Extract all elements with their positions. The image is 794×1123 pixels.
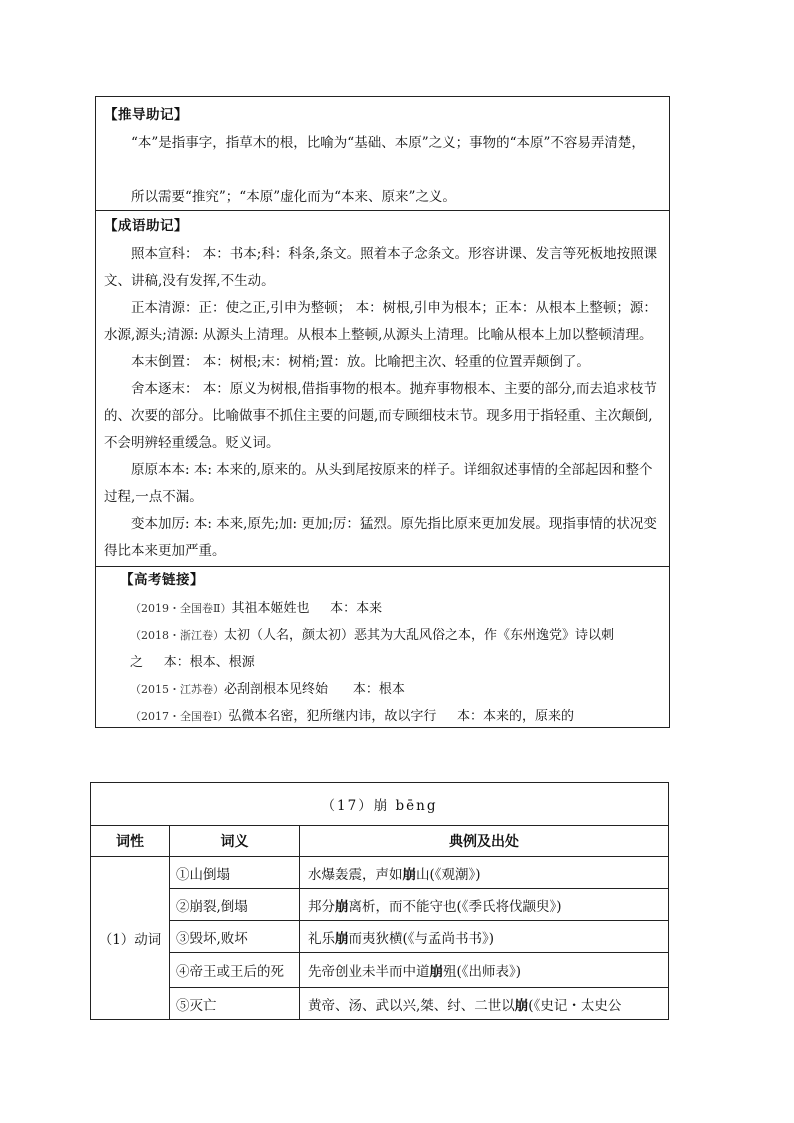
table-row <box>91 889 669 921</box>
table-row <box>91 953 669 988</box>
gaokao-item <box>130 595 690 622</box>
idiom-title: 【成语助记】 <box>104 218 188 234</box>
meaning-cell: ②崩裂,倒塌 <box>170 889 300 921</box>
meaning-cell: ⑤灭亡 <box>170 988 300 1020</box>
header-example: 典例及出处 <box>300 826 669 857</box>
gaokao-source: （2017・全国卷Ⅰ） <box>130 710 229 723</box>
idiom-item: 舍本逐末： 本：原义为树根,借指事物的根本。抛弃事物根本、主要的部分,而去追求枝节的、次要的部分。比喻做事不抓住主要的问题,而专顾细枝末节。现多用于指轻重、主次颠倒,不会明辨轻重缓急。贬义词。 <box>104 381 657 451</box>
gaokao-answer: 本：本来 <box>330 601 383 616</box>
table-row <box>91 921 669 953</box>
example-cell: 黄帝、汤、武以兴,桀、纣、二世以崩(《史记・太史公 <box>300 988 669 1020</box>
deduction-section <box>96 97 669 210</box>
gaokao-item <box>130 676 690 703</box>
study-notes-box <box>95 96 670 728</box>
table-row <box>91 857 669 889</box>
idiom-section <box>96 210 669 567</box>
part-of-speech: （1）动词 <box>91 857 170 1020</box>
gaokao-sentence: 太初（人名，颜太初）恶其为大乱风俗之本，作《东州逸党》诗以刺之 <box>130 628 615 670</box>
idiom-item: 原原本本: 本: 本来的,原来的。从头到尾按原来的样子。详细叙述事情的全部起因和整个过程,一点不漏。 <box>104 462 653 505</box>
idiom-item: 正本清源：正：使之正,引申为整顿； 本：树根,引申为根本；正本：从根本上整顿；源：水源,源头;清源: 从源头上清理。从根本上整顿,从源头上清理。比喻从根本上加以整顿清理。 <box>104 300 657 343</box>
gaokao-source: （2019・全国卷Ⅱ） <box>130 602 232 615</box>
header-meaning: 词义 <box>170 826 300 857</box>
table-title: （17）崩 bēng <box>91 783 669 826</box>
gaokao-title: 【高考链接】 <box>120 572 204 588</box>
gaokao-item <box>130 622 665 676</box>
idiom-item: 照本宣科： 本：书本;科：科条,条文。照着本子念条文。形容讲课、发言等死板地按照课文、讲稿,没有发挥,不生动。 <box>104 246 658 289</box>
example-cell: 礼乐崩而夷狄横(《与孟尚书书》) <box>300 921 669 953</box>
gaokao-source: （2018・浙江卷） <box>130 629 224 642</box>
gaokao-answer: 本：根本 <box>352 682 405 697</box>
gaokao-source: （2015・江苏卷） <box>130 683 224 696</box>
word-meaning-table <box>90 782 669 1020</box>
meaning-cell: ④帝王或王后的死 <box>170 953 300 988</box>
idiom-item: 变本加厉: 本: 本来,原先;加: 更加;厉：猛烈。原先指比原来更加发展。现指事情的状况变得比本来更加严重。 <box>104 516 657 559</box>
gaokao-sentence: 弘微本名密，犯所继内讳，故以字行 <box>228 709 437 724</box>
gaokao-sentence: 必刮剖根本见终始 <box>224 682 329 697</box>
meaning-cell: ③毁坏,败坏 <box>170 921 300 953</box>
gaokao-sentence: 其祖本姬姓也 <box>231 601 310 616</box>
deduction-title: 【推导助记】 <box>104 107 188 123</box>
header-pos: 词性 <box>91 826 170 857</box>
example-cell: 先帝创业未半而中道崩殂(《出师表》) <box>300 953 669 988</box>
example-cell: 水爆轰震，声如崩山(《观潮》) <box>300 857 669 889</box>
idiom-item: 本末倒置： 本：树根;末：树梢;置：放。比喻把主次、轻重的位置弄颠倒了。 <box>131 354 590 370</box>
deduction-text-2: 所以需要“推究”；“本原”虚化而为“本来、原来”之义。 <box>131 189 456 205</box>
example-cell: 邦分崩离析，而不能守也(《季氏将伐颛臾》) <box>300 889 669 921</box>
deduction-text-1: “本”是指事字，指草木的根，比喻为“基础、本原”之义；事物的“本原”不容易弄清楚， <box>131 135 645 151</box>
gaokao-answer: 本：本来的，原来的 <box>457 709 575 724</box>
gaokao-section <box>96 566 669 730</box>
gaokao-answer: 本：根本、根源 <box>163 655 255 670</box>
gaokao-item <box>130 703 690 730</box>
table-row <box>91 988 669 1020</box>
meaning-cell: ①山倒塌 <box>170 857 300 889</box>
